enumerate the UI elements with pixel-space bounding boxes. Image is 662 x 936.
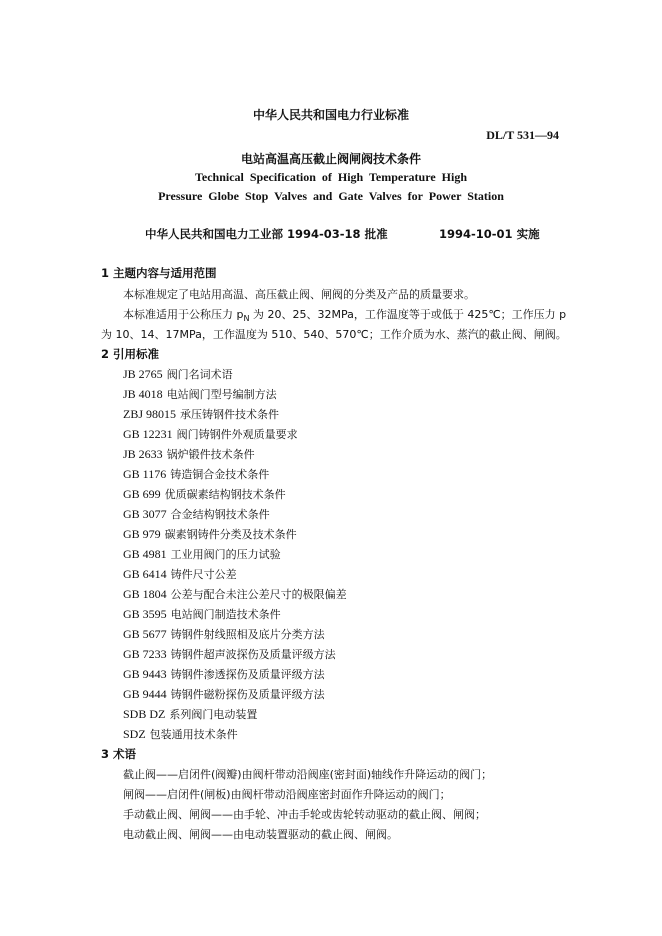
reference-title: 工业用阀门的压力试验: [170, 548, 281, 561]
implementation-date: 1994-10-01 实施: [439, 227, 540, 241]
section-1-paragraph-3: 为 10、14、17MPa，工作温度为 510、540、570℃；工作介质为水、蒸汽的截止阀、闸阀。: [101, 328, 567, 341]
reference-item: [123, 606, 281, 622]
para2-part-b: 为 20、25、32MPa，工作温度等于或低于 425℃；工作压力 p: [249, 308, 567, 321]
reference-item: [123, 446, 255, 462]
reference-title: 电站阀门制造技术条件: [170, 608, 281, 621]
para2-part-a: 本标准适用于公称压力 p: [123, 308, 244, 321]
reference-title: 系列阀门电动装置: [169, 708, 258, 721]
reference-title: 碳素钢铸件分类及技术条件: [164, 528, 297, 541]
reference-code: GB 7233: [123, 647, 167, 661]
reference-code: GB 4981: [123, 547, 167, 561]
term-definition: 截止阀——启闭件(阀瓣)由阀杆带动沿阀座(密封面)轴线作升降运动的阀门；: [123, 768, 493, 781]
reference-title: 锅炉锻件技术条件: [166, 448, 255, 461]
reference-code: GB 1176: [123, 467, 167, 481]
reference-item: [123, 666, 325, 682]
reference-title: 阀门铸钢件外观质量要求: [176, 428, 298, 441]
reference-title: 电站阀门型号编制方法: [166, 388, 277, 401]
reference-title: 铸造铜合金技术条件: [170, 468, 270, 481]
reference-code: GB 5677: [123, 627, 167, 641]
reference-code: SDB DZ: [123, 707, 166, 721]
term-definition: 手动截止阀、闸阀——由手轮、冲击手轮或齿轮转动驱动的截止阀、闸阀；: [123, 808, 486, 821]
section-1-heading: 1 主题内容与适用范围: [101, 266, 217, 280]
reference-title: 阀门名词术语: [166, 368, 233, 381]
reference-item: [123, 486, 286, 502]
reference-item: [123, 426, 298, 442]
reference-title: 铸钢件射线照相及底片分类方法: [170, 628, 325, 641]
reference-code: GB 6414: [123, 567, 167, 581]
reference-code: GB 9444: [123, 687, 167, 701]
reference-title: 铸钢件超声波探伤及质量评级方法: [170, 648, 336, 661]
reference-item: [123, 586, 347, 602]
reference-item: [123, 386, 277, 402]
industry-standard-title: 中华人民共和国电力行业标准: [252, 108, 409, 122]
reference-code: GB 1804: [123, 587, 167, 601]
term-definition: 电动截止阀、闸阀——由电动装置驱动的截止阀、闸阀。: [123, 828, 398, 841]
reference-code: GB 3077: [123, 507, 167, 521]
reference-item: [123, 526, 297, 542]
reference-code: GB 699: [123, 487, 161, 501]
reference-title: 铸件尺寸公差: [170, 568, 237, 581]
reference-code: JB 2765: [123, 367, 163, 381]
reference-title: 包装通用技术条件: [149, 728, 238, 741]
reference-item: [123, 466, 269, 482]
approval-line: 中华人民共和国电力工业部 1994-03-18 批准: [145, 227, 388, 241]
reference-code: GB 9443: [123, 667, 167, 681]
section-1-paragraph-1: 本标准规定了电站用高温、高压截止阀、闸阀的分类及产品的质量要求。: [123, 288, 475, 301]
reference-item: [123, 506, 270, 522]
reference-code: ZBJ 98015: [123, 407, 177, 421]
document-title-cn: 电站高温高压截止阀闸阀技术条件: [240, 152, 421, 166]
reference-code: GB 12231: [123, 427, 173, 441]
section-1-paragraph-2: [123, 306, 566, 323]
section-3-heading: 3 术语: [101, 747, 137, 761]
reference-title: 承压铸钢件技术条件: [180, 408, 280, 421]
reference-code: JB 2633: [123, 447, 163, 461]
reference-code: GB 3595: [123, 607, 167, 621]
term-definition: 闸阀——启闭件(闸板)由阀杆带动沿阀座密封面作升降运动的阀门；: [123, 788, 451, 801]
reference-item: [123, 626, 325, 642]
reference-item: [123, 686, 325, 702]
reference-item: [123, 706, 257, 722]
reference-title: 铸钢件渗透探伤及质量评级方法: [170, 668, 325, 681]
standard-number: DL/T 531—94: [486, 128, 559, 142]
reference-title: 优质碳素结构钢技术条件: [164, 488, 286, 501]
reference-code: SDZ: [123, 727, 146, 741]
reference-item: [123, 566, 237, 582]
reference-item: [123, 546, 281, 562]
reference-item: [123, 366, 233, 382]
reference-title: 铸钢件磁粉探伤及质量评级方法: [170, 688, 325, 701]
reference-item: [123, 726, 238, 742]
reference-item: [123, 646, 336, 662]
reference-item: [123, 406, 279, 422]
section-2-heading: 2 引用标准: [101, 347, 160, 361]
reference-code: JB 4018: [123, 387, 163, 401]
document-title-en-line1: Technical Specification of High Temperature High: [194, 170, 467, 184]
document-title-en-line2: Pressure Globe Stop Valves and Gate Valves for Power Station: [158, 189, 504, 203]
reference-code: GB 979: [123, 527, 161, 541]
reference-title: 公差与配合未注公差尺寸的极限偏差: [170, 588, 347, 601]
reference-title: 合金结构钢技术条件: [170, 508, 270, 521]
para2-subscript: N: [243, 314, 250, 324]
